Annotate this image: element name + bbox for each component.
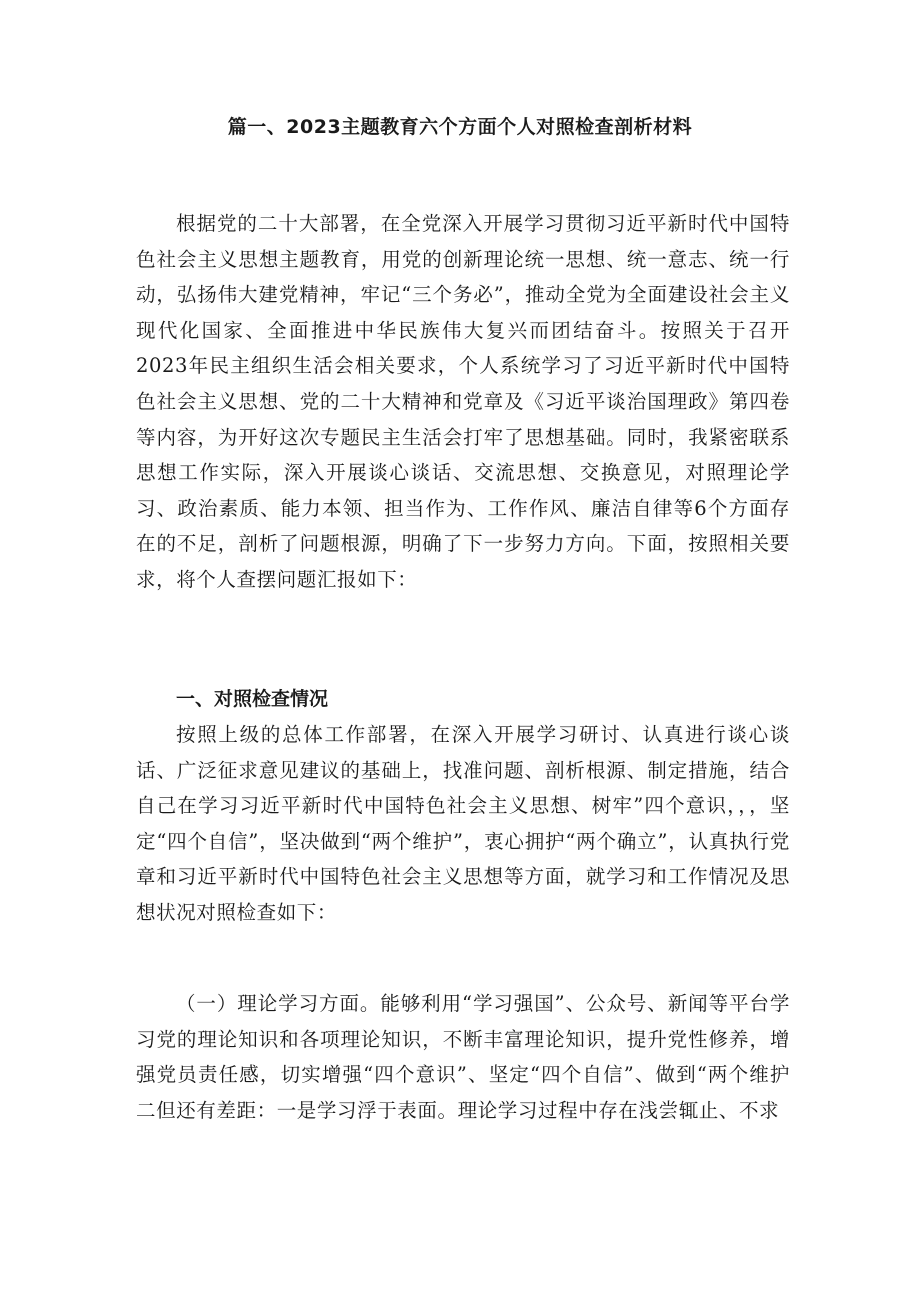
document-title: 篇一、2023主题教育六个方面个人对照检查剖析材料	[227, 116, 693, 138]
intro-paragraph: 根据党的二十大部署，在全党深入开展学习贯彻习近平新时代中国特色社会主义思想主题教育，用党的创新理论统一思想、统一意志、统一行动，弘扬伟大建党精神，牢记“三个务必”，推动全党为全面建设社会主义现代化国家、全面推进中华民族伟大复兴而团结奋斗。按照关于召开2023年民主组织生活会相关要求，个人系统学习了习近平新时代中国特色社会主义思想、党的二十大精神和党章及《习近平谈治国理政》第四卷等内容，为开好这次专题民主生活会打牢了思想基础。同时，我紧密联系思想工作实际，深入开展谈心谈话、交流思想、交换意见，对照理论学习、政治素质、能力本领、担当作为、工作作风、廉洁自律等6个方面存在的不足，剖析了问题根源，明确了下一步努力方向。下面，按照相关要求，将个人查摆问题汇报如下：	[136, 212, 790, 591]
theory-study-paragraph: （一）理论学习方面。能够利用“学习强国”、公众号、新闻等平台学习党的理论知识和各项理论知识，不断丰富理论知识，提升党性修养，增强党员责任感，切实增强“四个意识”、坚定“四个自信”、做到“两个维护二但还有差距：一是学习浮于表面。理论学习过程中存在浅尝辄止、不求	[136, 992, 790, 1122]
section-heading-comparison: 一、对照检查情况	[176, 688, 329, 710]
comparison-paragraph: 按照上级的总体工作部署，在深入开展学习研讨、认真进行谈心谈话、广泛征求意见建议的基础上，找准问题、剖析根源、制定措施，结合自己在学习习近平新时代中国特色社会主义思想、树牢”四个意识，，，坚定“四个自信”，坚决做到“两个维护”，衷心拥护“两个确立”，认真执行党章和习近平新时代中国特色社会主义思想等方面，就学习和工作情况及思想状况对照检查如下：	[136, 723, 790, 924]
